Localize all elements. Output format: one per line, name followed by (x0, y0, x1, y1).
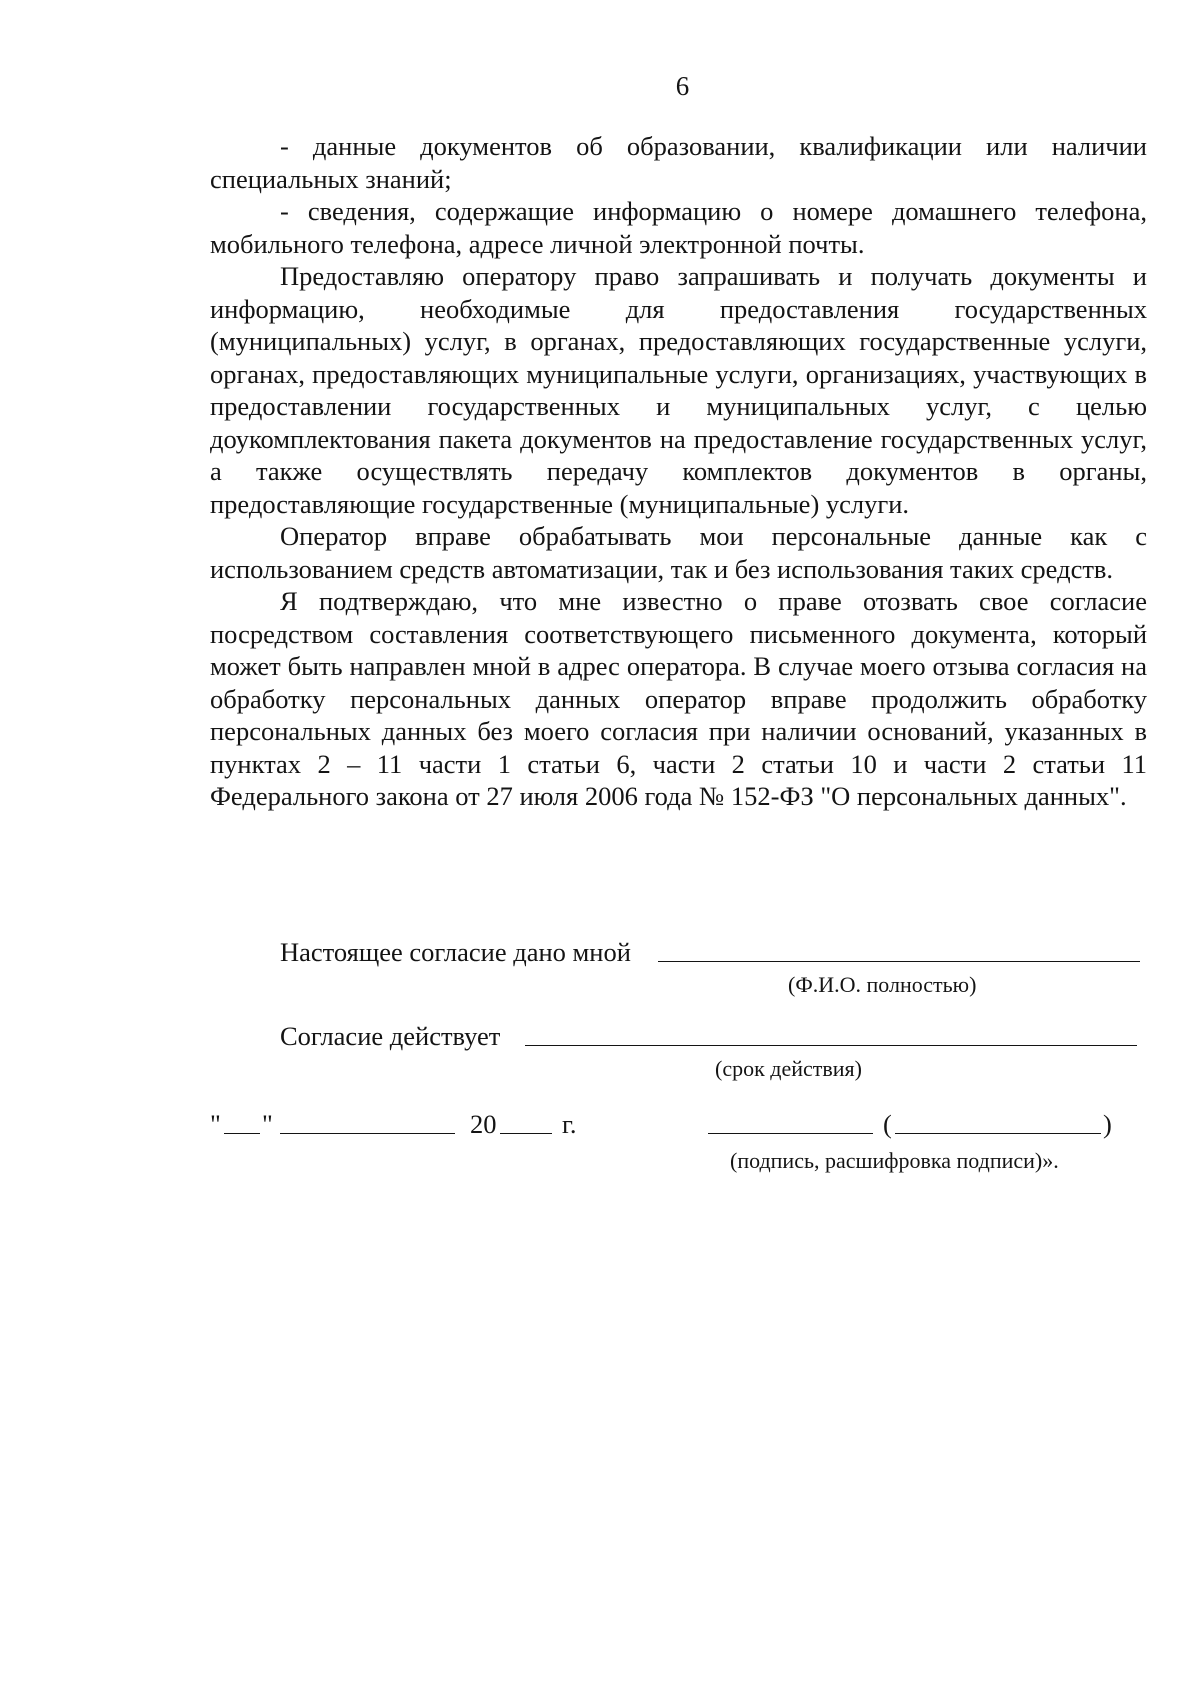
year-field[interactable] (500, 1107, 552, 1134)
fio-field[interactable] (658, 935, 1140, 962)
validity-caption: (срок действия) (715, 1056, 862, 1081)
validity-field[interactable] (525, 1019, 1137, 1046)
paragraph-consent-withdrawal: Я подтверждаю, что мне известно о праве отозвать свое согласие посредством составления соответствующего письменного документа, который может быть направлен мной в адрес оператора. В случае моего отзыва согласия на обработку персональных данных оператор вправе продолжить обработку персональных данных без моего согласия при наличии оснований, указанных в пунктах 2 – 11 части 1 статьи 6, части 2 статьи 10 и части 2 статьи 11 Федерального закона от 27 июля 2006 года № 152-ФЗ "О персональных данных". (210, 586, 1147, 811)
document-body (210, 130, 1147, 813)
paren-open: ( (883, 1109, 892, 1139)
validity-label: Согласие действует (280, 1021, 501, 1051)
consent-given-row (210, 935, 1147, 969)
paragraph-education-data: - данные документов об образовании, квалификации или наличии специальных знаний; (210, 131, 1147, 194)
paragraph-contact-data: - сведения, содержащие информацию о номере домашнего телефона, мобильного телефона, адресе личной электронной почты. (210, 196, 1147, 259)
fio-caption: (Ф.И.О. полностью) (788, 972, 977, 997)
paragraph-operator-rights: Предоставляю оператору право запрашивать и получать документы и информацию, необходимые для предоставления государственных (муниципальных) услуг, в органах, предоставляющих государственные услуги, органах, предоставляющих муниципальные услуги, организациях, участвующих в предоставлении государственных и муниципальных услуг, с целью доукомплектования пакета документов на предоставление государственных услуг, а также осуществлять передачу комплектов документов в органы, предоставляющие государственные (муниципальные) услуги. (210, 261, 1147, 519)
paragraph-processing-means: Оператор вправе обрабатывать мои персональные данные как с использованием средств автоматизации, так и без использования таких средств. (210, 521, 1147, 584)
paren-close: ) (1103, 1109, 1112, 1139)
date-quote-close: " (262, 1109, 273, 1139)
validity-caption-row (210, 1053, 1147, 1107)
signature-caption-row (210, 1141, 1147, 1181)
signature-block (210, 935, 1147, 1181)
day-field[interactable] (224, 1107, 260, 1134)
year-prefix: 20 (470, 1109, 497, 1139)
signature-decoding-field[interactable] (895, 1107, 1101, 1134)
month-field[interactable] (280, 1107, 455, 1134)
year-suffix: г. (562, 1109, 577, 1139)
signature-caption: (подпись, расшифровка подписи)». (730, 1148, 1059, 1173)
fio-caption-row (210, 969, 1147, 1019)
date-signature-row (210, 1107, 1147, 1141)
validity-row (210, 1019, 1147, 1053)
signature-field[interactable] (708, 1107, 873, 1134)
consent-given-label: Настоящее согласие дано мной (280, 937, 631, 967)
date-quote-open: " (210, 1109, 221, 1139)
page-number: 6 (675, 71, 690, 101)
